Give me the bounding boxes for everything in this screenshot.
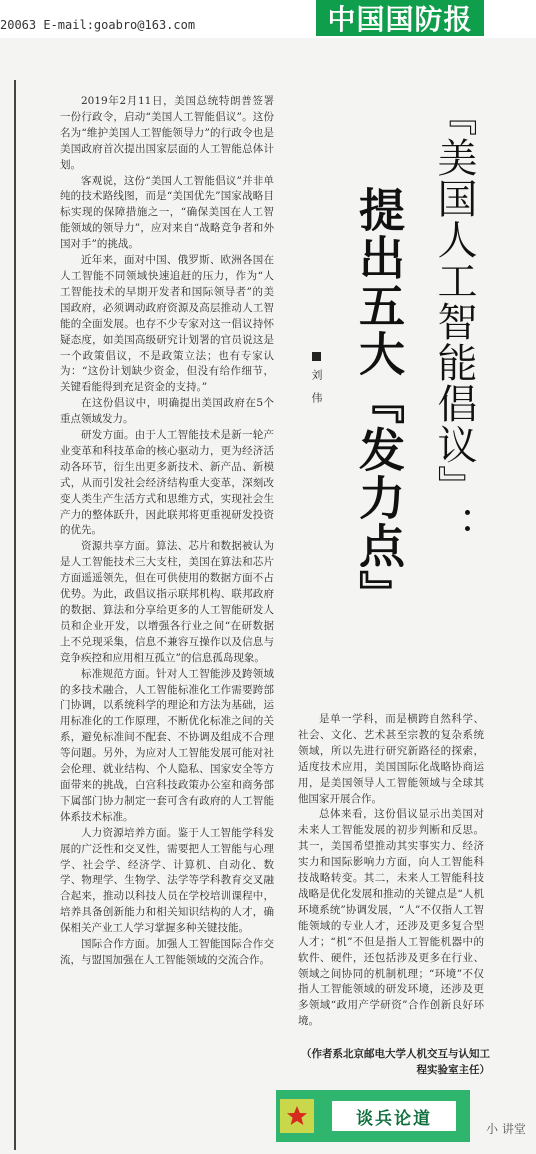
column-banner-label: 谈兵论道	[332, 1101, 456, 1131]
headline-line-1: 『美国人工智能倡议』：	[431, 96, 477, 547]
article-column-2	[298, 712, 484, 1042]
paragraph: 国际合作方面。加强人工智能国际合作交流，与盟国加强在人工智能领域的交流合作。	[60, 938, 274, 966]
paragraph: 2019年2月11日，美国总统特朗普签署一份行政令，启动“美国人工智能倡议”。这份名为“维护美国人工智能领导力”的行政令也是美国政府首次提出国家层面的人工智能总体计划。	[60, 95, 274, 171]
byline	[306, 352, 326, 418]
star-icon	[280, 1099, 314, 1133]
paragraph: 客观说，这份“美国人工智能倡议”并非单纯的技术路线图，而是“美国优先”国家战略目标实现的保障措施之一，“确保美国在人工智能领域的领导力”，应对来自“战略竞争者和外国对手”的挑战。	[60, 174, 274, 251]
top-bar	[0, 0, 536, 38]
paragraph: 研发方面。由于人工智能技术是新一轮产业变革和科技革命的核心驱动力，更为经济活动各环节，衍生出更多新技术、新产品、新模式，从而引发社会经济结构重大变革，深刻改变人类生产生活方式和思维方式，实现社会生产力的整体跃升，因此联邦将更重视研发投资的优先。	[60, 429, 274, 537]
author-note: （作者系北京邮电大学人机交互与认知工程实验室主任）	[301, 1048, 490, 1076]
watermark: 小 讲堂	[486, 1122, 526, 1136]
byline-square-icon	[312, 352, 321, 361]
paragraph: 在这份倡议中，明确提出美国政府在5个重点领域发力。	[60, 397, 274, 426]
email-line: 20063 E-mail:goabro@163.com	[0, 18, 196, 32]
column-banner	[276, 1090, 470, 1142]
left-column-rule	[14, 80, 16, 1150]
article-column-1	[60, 94, 274, 1154]
masthead-text: 中国国防报	[327, 3, 473, 36]
byline-author: 刘伟	[310, 369, 323, 415]
paragraph: 是单一学科，而是横跨自然科学、社会、文化、艺术甚至宗教的复杂系统领域，所以先进行研究新路径的探索，适度技术应用，美国国际化战略协商运用，是美国领导人工智能领域与全球其他国家开展合作。	[298, 713, 484, 805]
headline-line-2: 提出五大『发力点』	[352, 186, 406, 618]
paragraph: 资源共享方面。算法、芯片和数据被认为是人工智能技术三大支柱，美国在算法和芯片方面遥遥领先，但在可供使用的数据方面不占优势。为此，政倡议指示联邦机构、联邦政府的数据、算法和分享给更多的人工智能研发人员和企业开发，以增强各行业之间“在研数据上不兑现采集，信息不兼容互操作以及信息与竞争疾控和应用相互孤立”的信息孤岛现象。	[60, 540, 274, 664]
masthead-logo	[316, 0, 484, 36]
paragraph: 标准规范方面。针对人工智能涉及跨领域的多技术融合，人工智能标准化工作需要跨部门协调，以系统科学的理论和方法为基础，运用标准化的工作原理，不断优化标准之间的关系，避免标准间不配套、不协调及组成不合理等问题。另外，为应对人工智能发展可能对社会伦理、就业结构、个人隐私、国家安全等方面带来的挑战，白宫科技政策办公室和商务部下属部门协力制定一套可含有政府的人工智能体系技术标准。	[60, 667, 274, 823]
paragraph: 近年来，面对中国、俄罗斯、欧洲各国在人工智能不同领域快速追赶的压力，作为“人工智能技术的早期开发者和国际领导者”的美国政府，必须调动政府资源及高层推动人工智能的全面发展。也存不少专家对这一倡议持怀疑态度，如美国高级研究计划署的官员说这是一个政策倡议，不是政策立法；也有专家认为：“这份计划缺少资金，但没有给作细节，关键看能得到充足资金的支持。”	[60, 254, 274, 394]
paragraph: 总体来看，这份倡议显示出美国对未来人工智能发展的初步判断和反思。其一，美国希望推动其实事实力、经济实力和国际影响力方面，向人工智能科技战略转变。其二，未来人工智能科技战略是优化发展和推动的关键点是“人机环境系统”协调发展，“人”不仅指人工智能领域的专业人才，还涉及更多复合型人才；“机”不但是指人工智能机器中的软件、硬件，还包括涉及更多在行业、领域之间协同的机制机理；“环境”不仅指人工智能领域的研发环境，还涉及更多领域“政用产学研资”合作创新良好环境。	[298, 808, 484, 1028]
paragraph: 人力资源培养方面。鉴于人工智能学科发展的广泛性和交叉性，需要把人工智能与心理学、社会学、经济学、计算机、自动化、数学、物理学、生物学、法学等学科教育交叉融合起来，推动以科技人员在学校培训课程中，培养具备创新能力和相关知识结构的人才，确保相关产业工人学习掌握多种关键技能。	[60, 826, 274, 935]
